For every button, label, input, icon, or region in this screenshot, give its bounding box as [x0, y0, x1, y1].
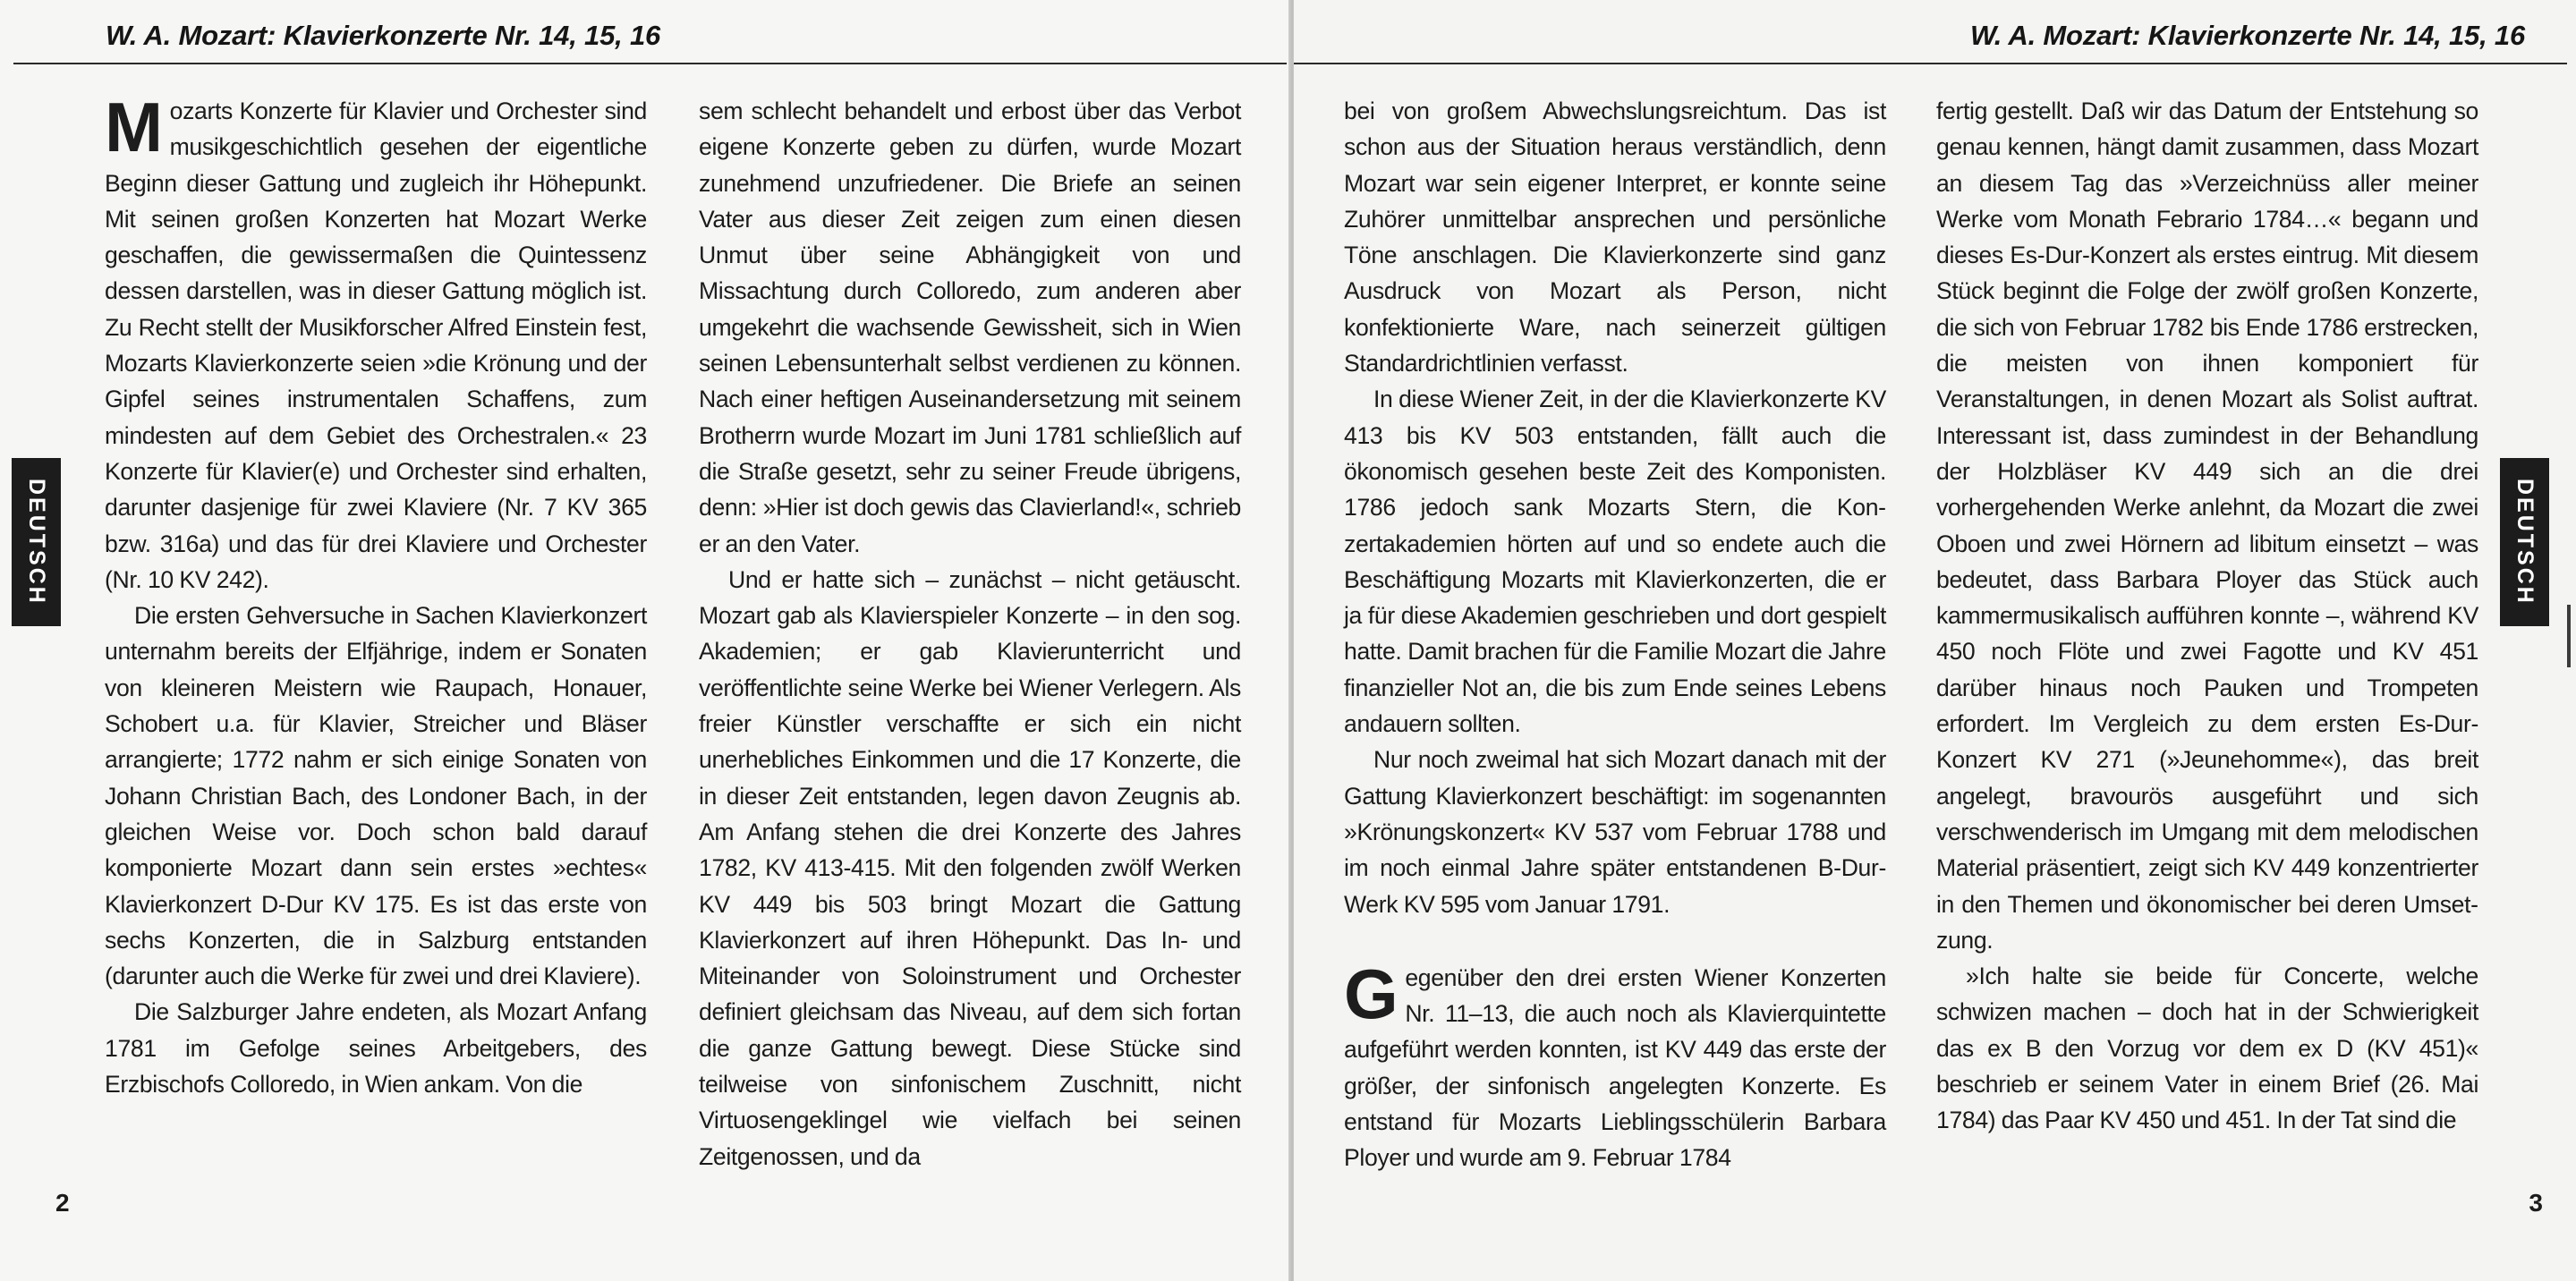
- header-rule-right: [1294, 63, 2567, 64]
- page-number-left: 2: [55, 1189, 70, 1217]
- paragraph: »Ich halte sie beide für Concerte, welche schwizen machen – doch hat in der Schwierigkeit das ex B den Vorzug vor dem ex D (KV 451)« beschrieb er seinem Vater in einem Brief (26. Mai 1784) das Paar KV 450 und 451. In der Tat sind die: [1936, 963, 2478, 1134]
- drop-cap: G: [1344, 954, 1399, 1033]
- page-number-right: 3: [2529, 1189, 2543, 1217]
- header-rule-left: [13, 63, 1287, 64]
- paragraph: bei von großem Abwechslungsreichtum. Das ist schon aus der Situation heraus verständlich, denn Mozart war sein eigener Interpret, er konnte seine Zuhörer unmittelbar ansprechen und persönliche Töne anschlagen. Die Klavierkonzerte sind ganz Ausdruck von Mozart als Person, nicht konfektionierte Ware, nach seinerzeit gültigen Standardrichtlinien verfasst.: [1344, 98, 1886, 378]
- text-column-1: [105, 88, 647, 1102]
- paragraph: Mozarts Konzerte für Klavier und Orchester sind musikgeschichtlich gesehen der eigentliche Beginn dieser Gattung und zugleich ihr Höhepunkt. Mit seinen großen Konzerten hat Mozart Werke geschaffen, die gewissermaßen die Quintessenz dessen darstellen, was in dieser Gattung möglich ist. Zu Recht stellt der Musikforscher Alfred Einstein fest, Mozarts Klavierkonzerte seien »die Krönung und der Gipfel seines instrumentalen Schaffens, zum mindesten auf dem Gebiet des Orchestralen.« 23 Konzerte für Klavier(e) und Orchester sind erhalten, darunter dasjenige für zwei Klaviere (Nr. 7 KV 365 bzw. 316a) und das für drei Klaviere und Orchester (Nr. 10 KV 242).: [105, 88, 647, 593]
- drop-cap: M: [105, 88, 163, 166]
- paragraph: Die ersten Gehversuche in Sachen Klavierkonzert unternahm bereits der Elfjährige, indem er Sonaten von kleineren Meistern wie Raupach, Honauer, Schobert u.a. für Klavier, Streicher und Bläser arrangierte; 1772 nahm er sich einige Sonaten von Johann Christian Bach, des Londoner Bach, in der gleichen Weise vor. Doch schon bald darauf komponierte Mozart dann sein erstes »echtes« Klavierkonzert D-Dur KV 175. Es ist das erste von sechs Konzerten, die in Salzburg entstanden (darunter auch die Werke für zwei und drei Klaviere).: [105, 602, 647, 990]
- paragraph: Gegenüber den drei ersten Wiener Konzerten Nr. 11–13, die auch noch als Klavierquintette aufgeführt werden konnten, ist KV 449 das erste der größer, der sinfonisch angelegten Konzerte. Es entstand für Mozarts Lieblingsschülerin Barbara Ployer und wurde am 9. Februar 1784: [1344, 954, 1886, 1172]
- paragraph: In diese Wiener Zeit, in der die Klavierkonzerte KV 413 bis KV 503 entstanden, fällt auch die ökonomisch gesehen beste Zeit des Komponisten. 1786 jedoch sank Mozarts Stern, die Konzertakademien hörten auf und so endete auch die Beschäftigung Mozarts mit Klavierkonzerten, die er ja für diese Akademien geschrieben und dort gespielt hatte. Damit brachen für die Familie Mozart die Jahre finanzieller Not an, die bis zum Ende seines Lebens andauern sollten.: [1344, 386, 1886, 738]
- text-column-4: [1936, 93, 2478, 1139]
- language-tab-right: [2500, 458, 2549, 626]
- page-edge-mark: [2567, 605, 2571, 667]
- paragraph: sem schlecht behandelt und erbost über das Verbot eigene Konzerte geben zu dürfen, wurde Mozart zunehmend unzufriedener. Die Briefe an seinen Vater aus dieser Zeit zeigen zum einen diesen Unmut über seine Abhängigkeit von und Missachtung durch Colloredo, zum anderen aber umgekehrt die wachsende Gewissheit, sich in Wien seinen Lebensunterhalt selbst verdienen zu können. Nach einer heftigen Auseinandersetzung mit seinem Brotherrn wurde Mozart im Juni 1781 schließlich auf die Straße gesetzt, sehr zu seiner Freude übrigens, denn: »Hier ist doch gewis das Clavierland!«, schrieb er an den Vater.: [699, 98, 1241, 557]
- paragraph: Und er hatte sich – zunächst – nicht getäuscht. Mozart gab als Klavierspieler Konzerte – in den sog. Akademien; er gab Klavierunterricht und veröffentlichte seine Werke bei Wiener Verlegern. Als freier Künstler verschaffte er sich ein nicht unerhebliches Einkommen und die 17 Konzerte, die in dieser Zeit entstanden, legen davon Zeugnis ab. Am Anfang stehen die drei Konzerte des Jahres 1782, KV 413-415. Mit den folgenden zwölf Werken KV 449 bis 503 bringt Mozart die Gattung Klavierkonzert auf ihren Höhepunkt. Das In- und Miteinander von Soloinstrument und Orchester definiert gleichsam das Niveau, auf dem sich fortan die ganze Gattung bewegt. Diese Stücke sind teilweise von sinfonischem Zuschnitt, nicht Virtuosengeklingel wie vielfach bei seinen Zeitgenossen, und da: [699, 565, 1241, 1170]
- paragraph: Nur noch zweimal hat sich Mozart danach mit der Gattung Klavierkonzert beschäftigt: im sogenannten »Krönungskonzert« KV 537 vom Februar 1788 und im noch einmal Jahre später entstandenen B-Dur-Werk KV 595 vom Januar 1791.: [1344, 746, 1886, 918]
- language-tab-label: DEUTSCH: [2512, 479, 2538, 606]
- running-head-left: W. A. Mozart: Klavierkonzerte Nr. 14, 15, 16: [106, 20, 661, 51]
- paragraph: Die Salzburger Jahre endeten, als Mozart Anfang 1781 im Gefolge seines Arbeitgebers, des Erzbischofs Colloredo, in Wien ankam. Von die: [105, 998, 647, 1099]
- right-page: [1294, 0, 2576, 1281]
- language-tab-left: [12, 458, 61, 626]
- text-column-2: [699, 93, 1241, 1175]
- running-head-right: W. A. Mozart: Klavierkonzerte Nr. 14, 15, 16: [1969, 20, 2525, 51]
- language-tab-label: DEUTSCH: [24, 479, 49, 606]
- text-column-3: [1344, 93, 1886, 1176]
- paragraph: fertig gestellt. Daß wir das Datum der Entstehung so genau kennen, hängt damit zusammen, dass Mozart an diesem Tag das »Verzeichnüss aller meiner Werke vom Monath Febrario 1784…« begann und dieses Es-Dur-Konzert als erstes eintrug. Mit diesem Stück beginnt die Folge der zwölf großen Konzerte, die sich von Februar 1782 bis Ende 1786 erstrecken, die meisten von ihnen komponiert für Veranstaltungen, in denen Mozart als Solist auftrat. Interessant ist, dass zumindest in der Behandlung der Holzbläser KV 449 sich an die drei vorhergehenden Werke anlehnt, da Mozart die zwei Oboen und zwei Hörnern ad libitum einsetzt – was bedeutet, dass Barbara Ployer das Stück auch kammermusikalisch aufführen konnte –, während KV 450 noch Flöte und zwei Fagotte und KV 451 darüber hinaus noch Pauken und Trompeten erfordert. Im Vergleich zu dem ersten Es-Dur-Konzert KV 271 (»Jeunehomme«), das breit angelegt, bravourös ausgeführt und sich verschwenderisch im Umgang mit dem melodischen Material präsentiert, zeigt sich KV 449 konzentrierter in den Themen und ökonomischer bei deren Umsetzung.: [1936, 98, 2478, 954]
